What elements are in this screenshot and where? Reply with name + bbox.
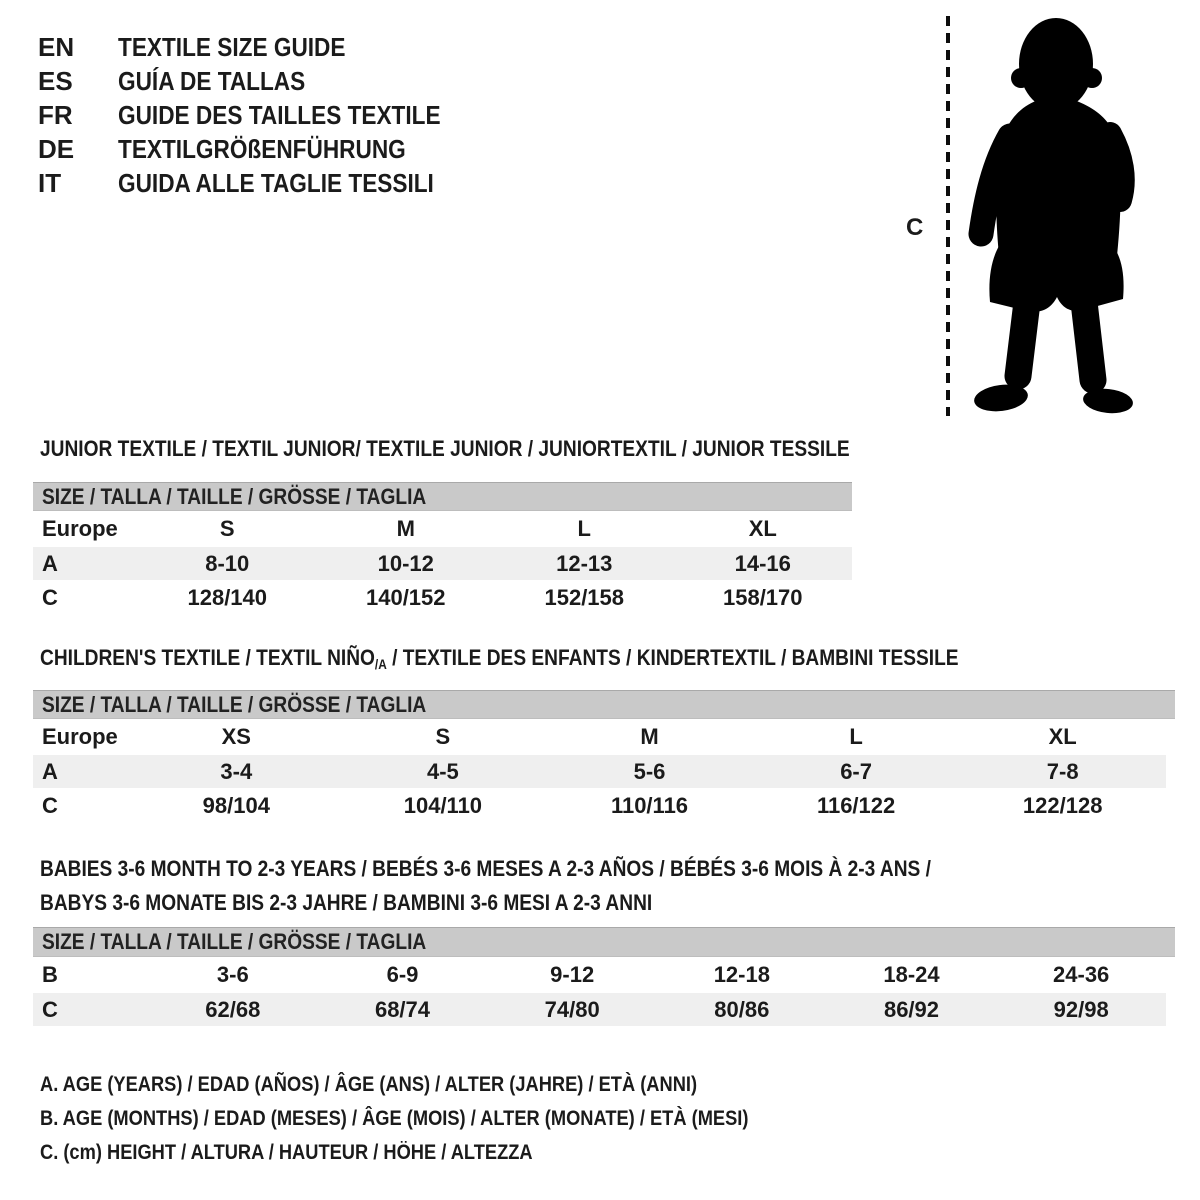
size-cell: 10-12: [377, 550, 434, 576]
size-cell: M: [640, 724, 659, 749]
legend-line-a: [40, 1068, 854, 1102]
row-label: A: [42, 758, 58, 784]
size-cell: 158/170: [722, 585, 803, 610]
legend-text: A. AGE (YEARS) / EDAD (AÑOS) / ÂGE (ANS) / ALTER (JAHRE) / ETÀ (ANNI): [40, 1073, 698, 1096]
size-cell: L: [849, 724, 863, 749]
lang-title: TEXTILE SIZE GUIDE: [118, 31, 346, 62]
lang-title: GUIDE DES TAILLES TEXTILE: [118, 99, 441, 130]
legend-line-c: [40, 1136, 854, 1170]
size-cell: 14-16: [734, 550, 791, 576]
children-heading-subscript: /A: [374, 656, 387, 672]
junior-row-height: [33, 580, 852, 616]
junior-row-europe: [33, 511, 852, 547]
lang-row-de: [38, 132, 489, 166]
size-cell: 7-8: [1046, 758, 1079, 784]
children-size-header-bar: [33, 690, 1175, 719]
junior-section-heading: [40, 436, 971, 462]
size-cell: 128/140: [187, 585, 268, 610]
row-label: C: [42, 585, 58, 610]
size-cell: XS: [221, 724, 251, 749]
height-measure-dashed-line: [946, 16, 950, 416]
height-measure-label: C: [906, 214, 924, 241]
junior-size-header-bar: [33, 482, 852, 511]
size-cell: 80/86: [714, 996, 770, 1022]
size-cell: 116/122: [816, 793, 896, 818]
size-cell: 92/98: [1053, 996, 1109, 1022]
babies-row-months: [33, 957, 1166, 993]
size-cell: 24-36: [1053, 962, 1110, 987]
junior-heading-text: JUNIOR TEXTILE / TEXTIL JUNIOR/ TEXTILE JUNIOR / JUNIORTEXTIL / JUNIOR TESSILE: [40, 436, 850, 461]
size-cell: 6-9: [386, 962, 419, 987]
lang-row-es: [38, 64, 489, 98]
size-cell: 104/110: [403, 793, 483, 818]
size-cell: 4-5: [426, 758, 459, 784]
size-cell: 18-24: [883, 962, 940, 987]
size-cell: S: [435, 724, 451, 749]
children-row-age: [33, 755, 1166, 788]
lang-row-fr: [38, 98, 489, 132]
size-cell: 152/158: [544, 585, 625, 610]
lang-title: GUÍA DE TALLAS: [118, 65, 306, 96]
row-label: Europe: [42, 724, 118, 749]
size-cell: 98/104: [202, 793, 270, 818]
size-cell: 122/128: [1022, 793, 1103, 818]
babies-heading-line1: BABIES 3-6 MONTH TO 2-3 YEARS / BEBÉS 3-6 MESES A 2-3 AÑOS / BÉBÉS 3-6 MOIS À 2-3 ANS /: [40, 856, 931, 881]
lang-row-en: [38, 30, 489, 64]
children-heading-part1: CHILDREN'S TEXTILE / TEXTIL NIÑO: [40, 645, 375, 670]
junior-row-age: [33, 547, 852, 580]
size-header-text: SIZE / TALLA / TAILLE / GRÖSSE / TAGLIA: [42, 691, 427, 717]
size-cell: 8-10: [205, 550, 250, 576]
lang-code: EN: [38, 31, 75, 62]
size-cell: 5-6: [633, 758, 666, 784]
size-cell: 3-4: [220, 758, 253, 784]
children-row-europe: [33, 719, 1166, 755]
size-cell: 12-18: [713, 962, 770, 987]
row-label: Europe: [42, 516, 118, 541]
language-title-block: [38, 30, 489, 200]
lang-code: IT: [38, 167, 62, 198]
size-cell: S: [219, 516, 235, 541]
children-heading-text: [40, 645, 959, 678]
size-cell: L: [577, 516, 591, 541]
lang-code: ES: [38, 65, 73, 96]
legend-text: B. AGE (MONTHS) / EDAD (MESES) / ÂGE (MOIS) / ALTER (MONATE) / ETÀ (MESI): [40, 1107, 749, 1130]
babies-heading-line2: BABYS 3-6 MONATE BIS 2-3 JAHRE / BAMBINI 3-6 MESI A 2-3 ANNI: [40, 890, 653, 915]
size-cell: 6-7: [840, 758, 872, 784]
row-label: C: [42, 793, 58, 818]
size-header-text: SIZE / TALLA / TAILLE / GRÖSSE / TAGLIA: [42, 929, 427, 954]
babies-size-header-bar: [33, 927, 1175, 957]
row-label: B: [42, 962, 58, 987]
legend-line-b: [40, 1102, 854, 1136]
size-cell: 62/68: [205, 996, 261, 1022]
legend-block: [40, 1068, 854, 1170]
babies-row-height: [33, 993, 1166, 1026]
legend-text: C. (cm) HEIGHT / ALTURA / HAUTEUR / HÖHE / ALTEZZA: [40, 1141, 533, 1164]
size-cell: 74/80: [544, 996, 600, 1022]
size-cell: XL: [1048, 724, 1077, 749]
size-cell: 9-12: [550, 962, 595, 987]
children-row-height: [33, 788, 1166, 824]
size-cell: 140/152: [365, 585, 446, 610]
size-cell: XL: [748, 516, 777, 541]
size-cell: 68/74: [374, 996, 431, 1022]
babies-section-heading: [40, 852, 1064, 920]
size-cell: 86/92: [883, 996, 940, 1022]
children-heading-part2: / TEXTILE DES ENFANTS / KINDERTEXTIL / BAMBINI TESSILE: [386, 645, 959, 670]
children-section-heading: [40, 645, 1096, 678]
row-label: C: [42, 996, 58, 1022]
size-header-text: SIZE / TALLA / TAILLE / GRÖSSE / TAGLIA: [42, 483, 427, 509]
size-cell: 12-13: [556, 550, 613, 576]
size-cell: M: [396, 516, 415, 541]
lang-code: FR: [38, 99, 73, 130]
size-cell: 110/116: [610, 793, 689, 818]
lang-code: DE: [38, 133, 75, 164]
lang-row-it: [38, 166, 489, 200]
size-cell: 3-6: [216, 962, 249, 987]
toddler-silhouette-icon: [965, 14, 1145, 418]
lang-title: GUIDA ALLE TAGLIE TESSILI: [118, 167, 434, 198]
lang-title: TEXTILGRÖßENFÜHRUNG: [118, 133, 406, 164]
row-label: A: [42, 550, 58, 576]
